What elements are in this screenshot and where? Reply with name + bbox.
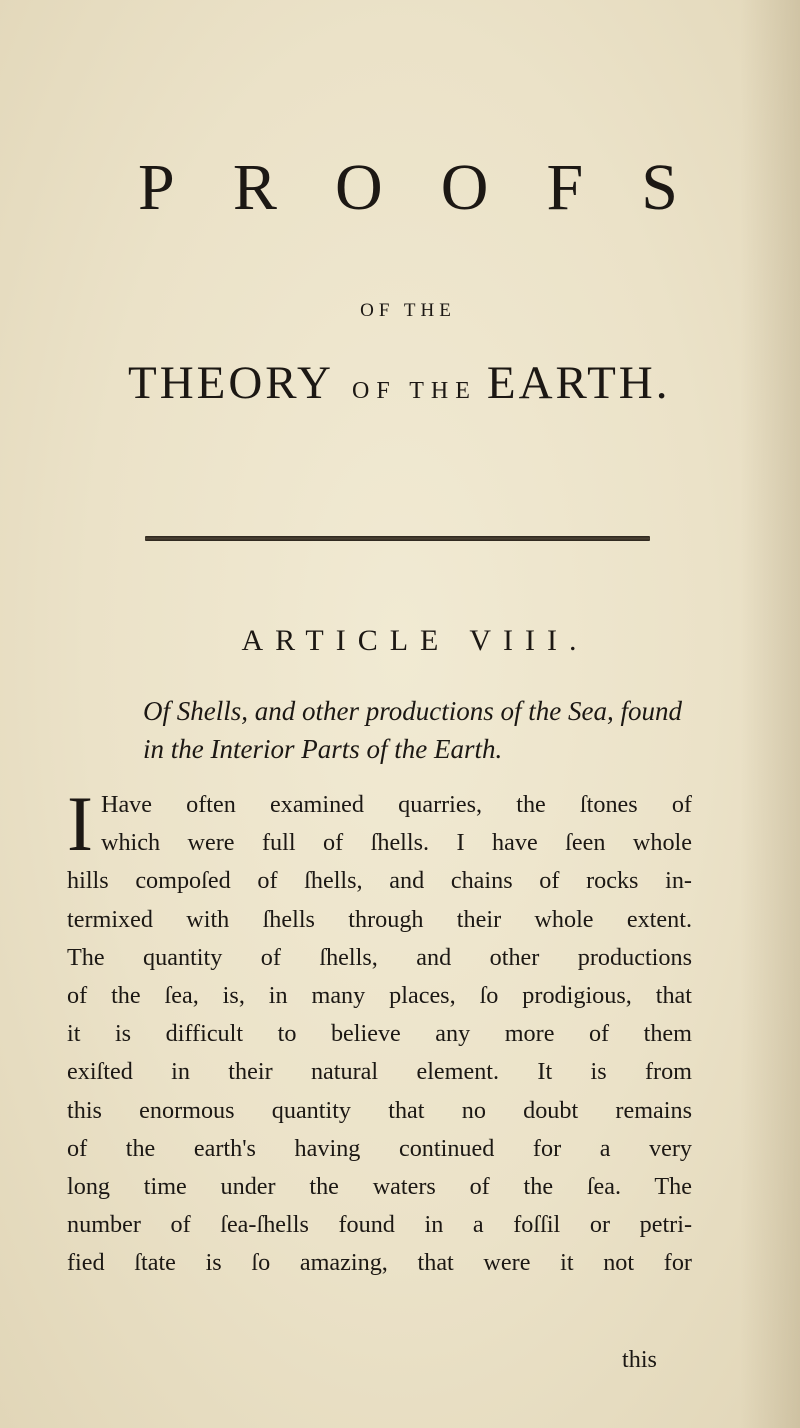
ornamental-rule bbox=[145, 536, 650, 541]
subtitle-line: in the Interior Parts of the Earth. bbox=[143, 734, 503, 764]
title-proofs bbox=[138, 151, 678, 224]
text-line: number of ſea-ſhells found in a foſſil or petri- bbox=[67, 1211, 692, 1239]
title-letter: P bbox=[138, 151, 175, 224]
body-paragraph bbox=[67, 780, 692, 1282]
article-heading: ARTICLE VIII. bbox=[241, 624, 589, 657]
title-letter: O bbox=[440, 151, 489, 224]
title-of-the-small: OF THE bbox=[352, 378, 477, 404]
title-theory-of-the-earth bbox=[128, 356, 671, 410]
title-letter: S bbox=[641, 151, 678, 224]
text-line: of the earth's having continued for a very bbox=[67, 1134, 692, 1162]
title-theory-word: THEORY bbox=[128, 357, 334, 409]
title-of-the: OF THE bbox=[360, 300, 456, 321]
title-letter: O bbox=[334, 151, 383, 224]
text-line: it is difficult to believe any more of them bbox=[67, 1020, 692, 1048]
text-line: fied ſtate is ſo amazing, that were it not for bbox=[67, 1249, 692, 1277]
drop-cap: I bbox=[67, 780, 93, 867]
text-line: this enormous quantity that no doubt remains bbox=[67, 1096, 692, 1124]
article-subtitle bbox=[143, 692, 763, 768]
text-line: hills compoſed of ſhells, and chains of rocks in- bbox=[67, 867, 692, 895]
text-line: long time under the waters of the ſea. The bbox=[67, 1172, 692, 1200]
title-letter: R bbox=[232, 151, 277, 224]
title-earth-word: EARTH. bbox=[486, 357, 671, 409]
text-line: termixed with ſhells through their whole extent. bbox=[67, 905, 692, 933]
text-line: which were full of ſhells. I have ſeen whole bbox=[100, 829, 692, 857]
text-line: of the ſea, is, in many places, ſo prodigious, that bbox=[67, 981, 692, 1009]
subtitle-line: Of Shells, and other productions of the Sea, found bbox=[143, 696, 682, 726]
title-letter: F bbox=[546, 151, 584, 224]
catchword: this bbox=[622, 1346, 657, 1373]
text-line: Have often examined quarries, the ſtones of bbox=[100, 791, 692, 818]
text-line: The quantity of ſhells, and other productions bbox=[67, 943, 692, 971]
text-line: exiſted in their natural element. It is from bbox=[67, 1058, 692, 1086]
